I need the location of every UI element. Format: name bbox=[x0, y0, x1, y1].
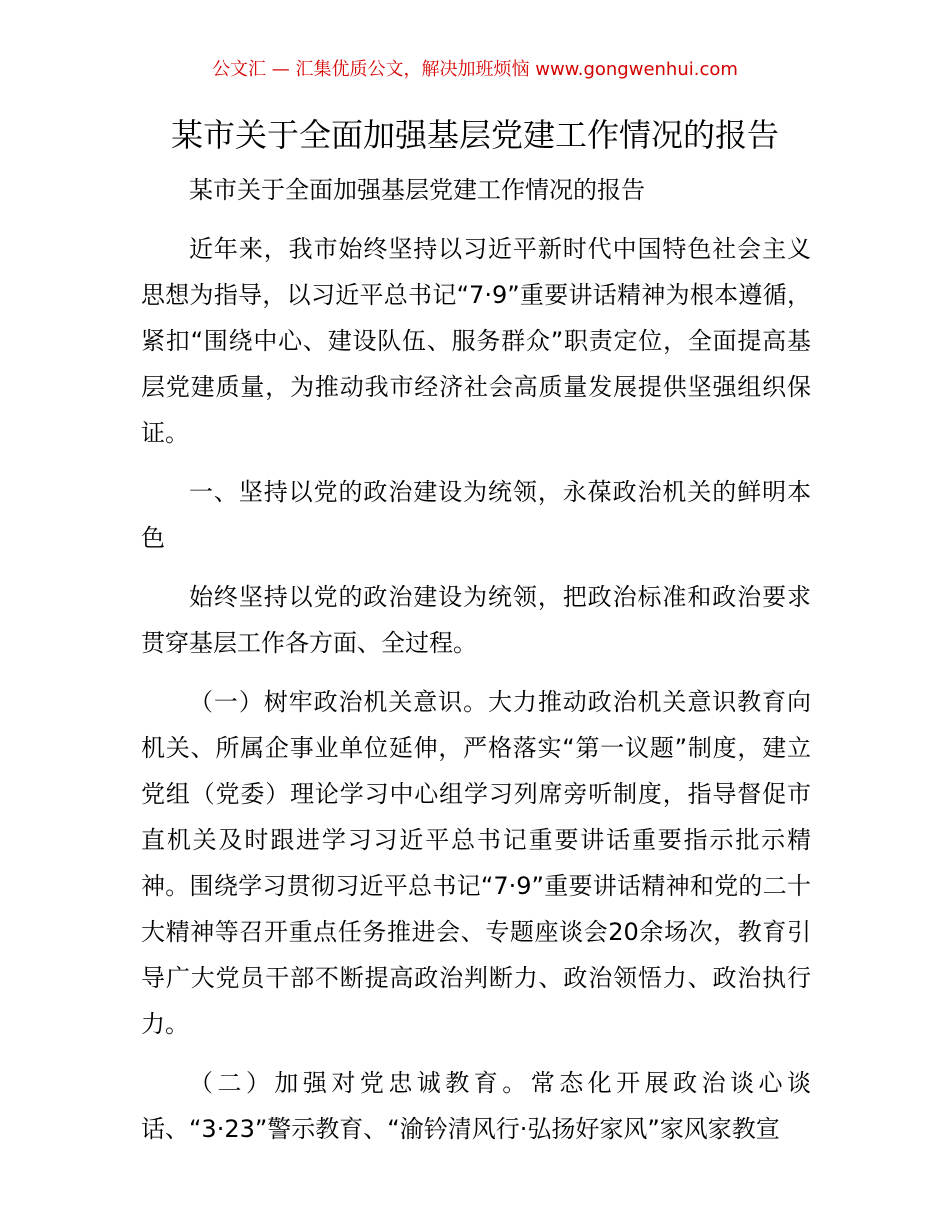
subsection-1-paragraph: （一）树牢政治机关意识。大力推动政治机关意识教育向机关、所属企事业单位延伸，严格落实“第一议题”制度，建立党组（党委）理论学习中心组学习列席旁听制度，指导督促市直机关及时跟进学习习近平总书记重要讲话重要指示批示精神。围绕学习贯彻习近平总书记“7·9”重要讲话精神和党的二十大精神等召开重点任务推进会、专题座谈会20余场次，教育引导广大党员干部不断提高政治判断力、政治领悟力、政治执行力。 bbox=[141, 688, 811, 1038]
section-heading-1: 一、坚持以党的政治建设为统领，永葆政治机关的鲜明本色 bbox=[141, 478, 811, 552]
subsection-2-paragraph: （二）加强对党忠诚教育。常态化开展政治谈心谈话、“3·23”警示教育、“渝钤清风行·弘扬好家风”家风家教宣 bbox=[141, 1069, 811, 1143]
section-1-summary: 始终坚持以党的政治建设为统领，把政治标准和政治要求贯穿基层工作各方面、全过程。 bbox=[141, 583, 811, 657]
subtitle-paragraph: 某市关于全面加强基层党建工作情况的报告 bbox=[189, 176, 645, 204]
intro-paragraph: 近年来，我市始终坚持以习近平新时代中国特色社会主义思想为指导，以习近平总书记“7·9”重要讲话精神为根本遵循，紧扣“围绕中心、建设队伍、服务群众”职责定位，全面提高基层党建质量，为推动我市经济社会高质量发展提供坚强组织保证。 bbox=[141, 235, 811, 447]
document-body bbox=[141, 167, 811, 1165]
site-banner: 公文汇 — 汇集优质公文，解决加班烦恼 www.gongwenhui.com bbox=[212, 59, 738, 80]
document-title: 某市关于全面加强基层党建工作情况的报告 bbox=[170, 116, 779, 154]
